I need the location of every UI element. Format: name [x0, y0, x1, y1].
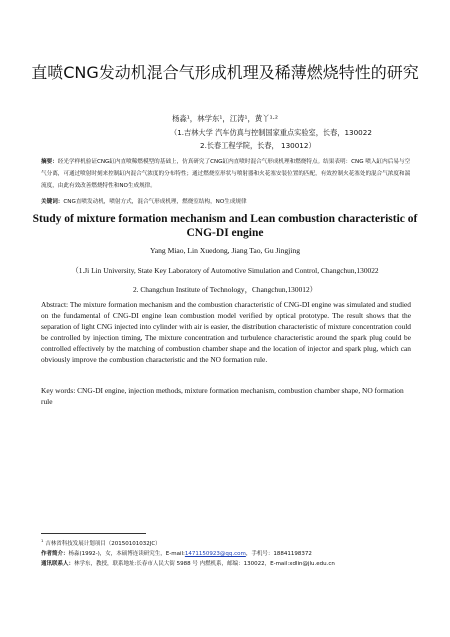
abstract-chinese-text: 经光学样机验证CNG缸内直喷稀燃模型的基础上，仿真研究了CNG缸内直喷时混合气形成机理和燃烧特点。结果表明：CNG 喷入缸内后易与空气分离，可通过喷射时刻来控制缸内混合气浓度的分布特性；通过燃烧室形状与喷射器和火花塞安装位置的匹配，有效控制火花塞处的混合气浓度和湍流度，由此有效改善燃烧特性和NO生成规律。: [41, 159, 411, 189]
title-english: Study of mixture formation mechanism and Lean combustion characteristic of CNG-DI engine: [32, 213, 418, 239]
footnote-divider: [41, 533, 146, 534]
footnote-contact: [41, 559, 421, 567]
footnote-author-label: 作者简介：: [41, 551, 69, 557]
authors-english: Yang Miao, Lin Xuedong, Jiang Tao, Gu Jingjing: [149, 246, 300, 255]
footnote-funding: [41, 539, 421, 547]
footnote-contact-text: 林学东，教授，联系地址:长春市人民大街 5988 号 内燃机系，邮编：130022，E-mail:xdlin@jlu.edu.cn: [74, 561, 335, 567]
affiliation-chinese-1: （1.吉林大学 汽车仿真与控制国家重点实验室，长春，130022: [170, 128, 372, 137]
author-email-link[interactable]: 1471150923@qq.com: [184, 551, 246, 557]
abstract-chinese-label: 摘要：: [41, 159, 58, 165]
affiliation-chinese-2: 2.长春工程学院，长春， 130012）: [200, 141, 316, 150]
footnote-mark: 1: [41, 538, 44, 544]
abstract-english: Abstract: The mixture formation mechanism and the combustion characteristic of CNG-DI engine was simulated and studied on the fundamental of CNG-DI engine lean combustion model verified by optical prototype. The result shows that the separation of light CNG injected into cylinder with air is easier, the distribution characteristic of mixture concentration could be controlled by injection timing, The mixture concentration and turbulence characteristic around the spark plug could be controlled effectively by the matching of combustion chamber shape and the location of injector and spark plug, which can obviously improve the combustion characteristic and the NO formation rule.: [41, 300, 411, 364]
keywords-english: Key words: CNG-DI engine, injection methods, mixture formation mechanism, combustion chamber shape, NO formation rule: [41, 386, 404, 406]
footnote-contact-label: 通讯联系人：: [41, 561, 75, 567]
affiliation-english-2: 2. Changchun Institute of Technology，Changchun,130012）: [132, 285, 318, 294]
keywords-chinese-text: CNG直喷发动机，喷射方式，混合气形成机理，燃烧室结构，NO生成规律: [63, 199, 247, 205]
footnote-author-bio: [41, 549, 421, 557]
affiliation-english-1: （1.Ji Lin University, State Key Laboratory of Automotive Simulation and Control, Changchun,130022: [71, 266, 379, 275]
title-chinese: 直喷CNG发动机混合气形成机理及稀薄燃烧特性的研究: [31, 63, 419, 82]
footnote-author-phone: ，手机号：18841198372: [245, 551, 312, 557]
keywords-chinese-label: 关键词：: [41, 199, 64, 205]
footnote-author-text: 杨淼(1992-)，女，本硕博连读研究生，E-mail:: [68, 551, 185, 557]
abstract-chinese: [41, 156, 413, 192]
footnote-funding-text: 吉林省科技发展计划项目（20150101032JC）: [45, 541, 161, 547]
keywords-chinese: [41, 197, 413, 205]
authors-chinese: 杨淼¹，林学东¹，江涛¹，黄丫¹·²: [172, 114, 278, 123]
